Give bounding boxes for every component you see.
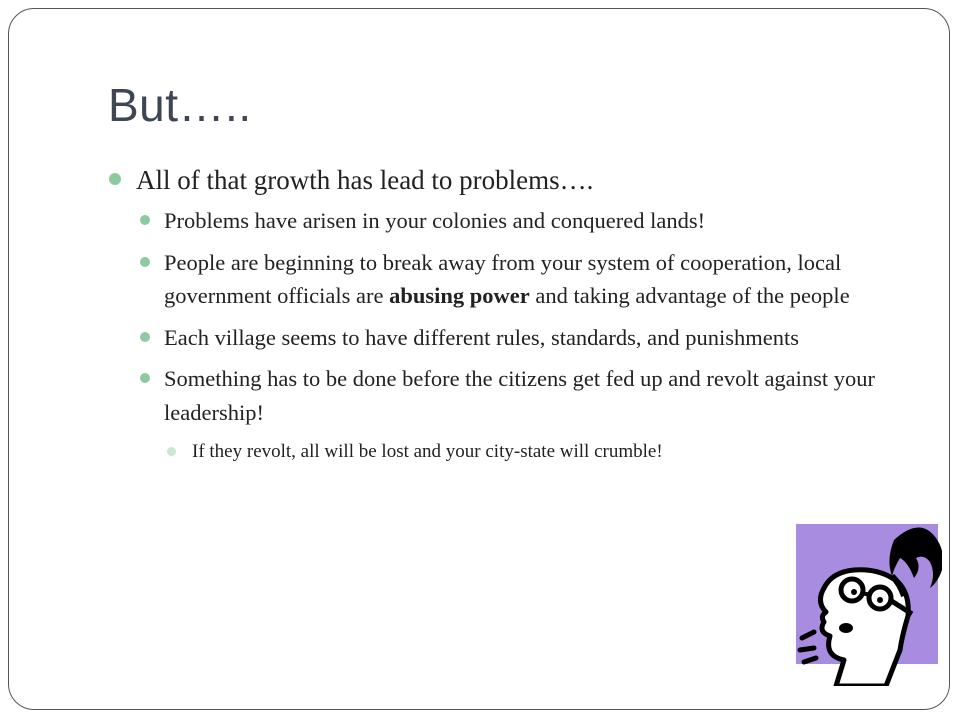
glasses-bridge bbox=[862, 593, 870, 595]
bullet-revolt-warning: If they revolt, all will be lost and your city-state will crumble! bbox=[164, 437, 898, 467]
right-eye bbox=[877, 597, 883, 603]
slide-content bbox=[108, 160, 898, 467]
bullet-village-rules: Each village seems to have different rules, standards, and punishments bbox=[136, 321, 898, 355]
bullet-breaking-away-text: People are beginning to break away from your system of cooperation, local government officials are bbox=[164, 249, 842, 308]
bullet-colonies-problems: Problems have arisen in your colonies and conquered lands! bbox=[136, 204, 898, 238]
bullet-growth-problems: All of that growth has lead to problems…. bbox=[108, 160, 898, 200]
left-eye bbox=[851, 589, 857, 595]
mouth bbox=[839, 623, 853, 633]
slide-title: But….. bbox=[108, 79, 252, 131]
abusing-power-emphasis: abusing power bbox=[389, 283, 530, 308]
worried-man-clipart-icon bbox=[796, 518, 942, 686]
bullet-something-done: Something has to be done before the citizens get fed up and revolt against your leadership! bbox=[136, 362, 898, 429]
worry-mark-middle bbox=[800, 648, 814, 650]
bullet-breaking-away bbox=[136, 246, 898, 313]
bullet-breaking-away-text-end: and taking advantage of the people bbox=[529, 283, 850, 308]
